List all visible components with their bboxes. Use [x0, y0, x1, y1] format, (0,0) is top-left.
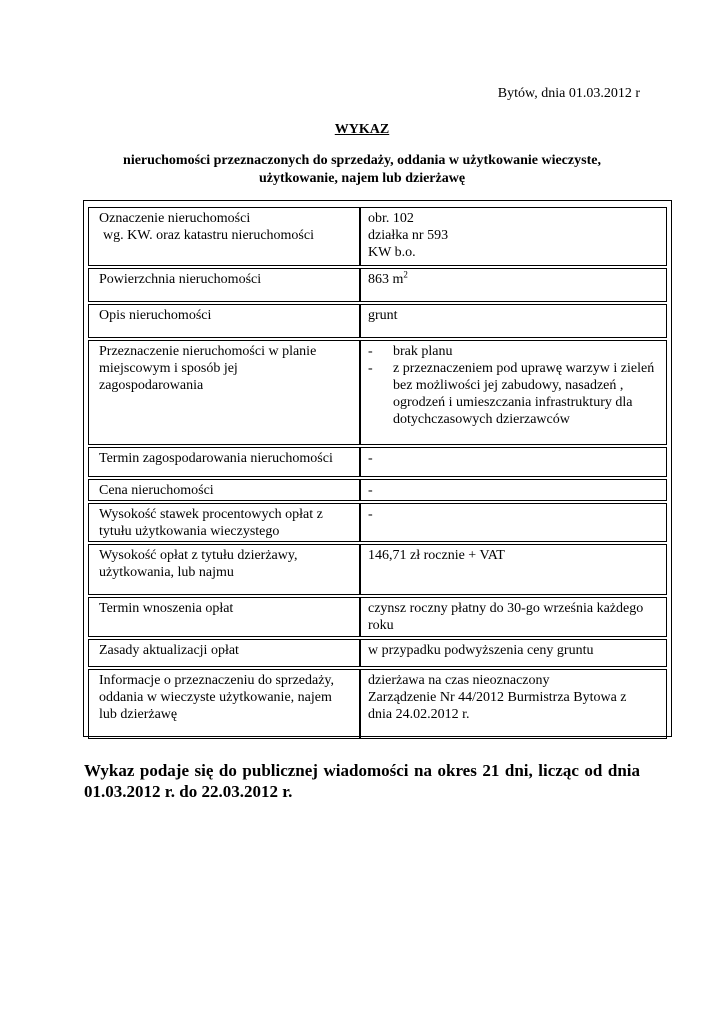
table-row	[88, 340, 667, 445]
dash-bullet: -	[368, 344, 373, 359]
label-line: Termin zagospodarowania nieruchomości	[99, 451, 333, 466]
list-item-text: brak planu	[393, 344, 453, 359]
notice-line: Wykaz podaje się do publicznej wiadomości na okres 21 dni, licząc od dnia	[84, 761, 640, 780]
label-line: Opis nieruchomości	[99, 308, 212, 323]
table-row	[88, 544, 667, 595]
table-row	[88, 503, 667, 542]
table-row	[88, 207, 667, 266]
zoning-list	[368, 343, 658, 428]
label-line: Oznaczenie nieruchomości	[99, 211, 251, 226]
label-line: Powierzchnia nieruchomości	[99, 272, 262, 287]
label-cell	[88, 503, 360, 542]
value-cell	[360, 207, 667, 266]
document-date: Bytów, dnia 01.03.2012 r	[497, 86, 640, 101]
table-row	[88, 268, 667, 302]
document-title: WYKAZ	[334, 122, 390, 137]
label-cell	[88, 669, 360, 739]
value-cell	[360, 597, 667, 637]
list-item	[368, 343, 658, 360]
value-line: -	[368, 483, 373, 498]
label-line: Informacje o przeznaczeniu do sprzedaży,	[99, 673, 335, 688]
value-line: roku	[368, 618, 394, 633]
table-row	[88, 669, 667, 739]
value-cell	[360, 340, 667, 445]
label-line: Zasady aktualizacji opłat	[99, 643, 239, 658]
value-line: dzierżawa na czas nieoznaczony	[368, 673, 550, 688]
label-cell	[88, 447, 360, 477]
table-row	[88, 447, 667, 477]
label-cell	[88, 340, 360, 445]
label-line: tytułu użytkowania wieczystego	[99, 524, 280, 539]
table-row	[88, 597, 667, 637]
value-line: Zarządzenie Nr 44/2012 Burmistrza Bytowa z	[368, 690, 627, 705]
table-row	[88, 639, 667, 667]
value-cell	[360, 503, 667, 542]
value-line: działka nr 593	[368, 228, 449, 243]
dash-bullet: -	[368, 361, 373, 376]
label-line: lub dzierżawę	[99, 707, 178, 722]
label-line: miejscowym i sposób jej	[99, 361, 238, 376]
label-line: Wysokość opłat z tytułu dzierżawy,	[99, 548, 298, 563]
value-cell	[360, 268, 667, 302]
label-line: wg. KW. oraz katastru nieruchomości	[103, 228, 314, 243]
notice-line: 01.03.2012 r. do 22.03.2012 r.	[84, 782, 293, 801]
subtitle-line: użytkowanie, najem lub dzierżawę	[258, 171, 466, 186]
label-line: Cena nieruchomości	[99, 483, 214, 498]
public-notice	[84, 760, 640, 802]
label-cell	[88, 304, 360, 338]
value-line: -	[368, 507, 373, 522]
value-cell	[360, 304, 667, 338]
label-line: zagospodarowania	[99, 378, 204, 393]
area-unit-exponent: 2	[403, 269, 408, 280]
value-cell	[360, 479, 667, 501]
value-line: grunt	[368, 308, 398, 323]
value-line: 146,71 zł rocznie + VAT	[368, 548, 505, 563]
label-cell	[88, 207, 360, 266]
table-row	[88, 479, 667, 501]
label-line: Termin wnoszenia opłat	[99, 601, 234, 616]
label-cell	[88, 639, 360, 667]
value-line: obr. 102	[368, 211, 414, 226]
value-line: w przypadku podwyższenia ceny gruntu	[368, 643, 594, 658]
label-line: użytkowania, lub najmu	[99, 565, 234, 580]
label-cell	[88, 268, 360, 302]
label-cell	[88, 479, 360, 501]
label-line: Przeznaczenie nieruchomości w planie	[99, 344, 317, 359]
value-cell	[360, 447, 667, 477]
value-line: czynsz roczny płatny do 30-go września każdego	[368, 601, 644, 616]
area-value: 863 m	[368, 272, 404, 287]
label-line: Wysokość stawek procentowych opłat z	[99, 507, 323, 522]
table-row	[88, 304, 667, 338]
subtitle-line: nieruchomości przeznaczonych do sprzedaży, oddania w użytkowanie wieczyste,	[123, 153, 601, 168]
value-line: -	[368, 451, 373, 466]
label-cell	[88, 597, 360, 637]
list-item	[368, 360, 658, 428]
label-cell	[88, 544, 360, 595]
value-cell	[360, 639, 667, 667]
value-line: dnia 24.02.2012 r.	[368, 707, 470, 722]
value-cell	[360, 669, 667, 739]
value-line: KW b.o.	[368, 245, 416, 260]
value-cell	[360, 544, 667, 595]
list-item-text: z przeznaczeniem pod uprawę warzyw i zieleń bez możliwości jej zabudowy, nasadzeń , ogrodzeń i umieszczania infrastruktury dla dotychczasowych dzierzawców	[393, 361, 655, 427]
document-subtitle	[62, 152, 662, 188]
property-table	[88, 205, 667, 741]
label-line: oddania w wieczyste użytkowanie, najem	[99, 690, 332, 705]
